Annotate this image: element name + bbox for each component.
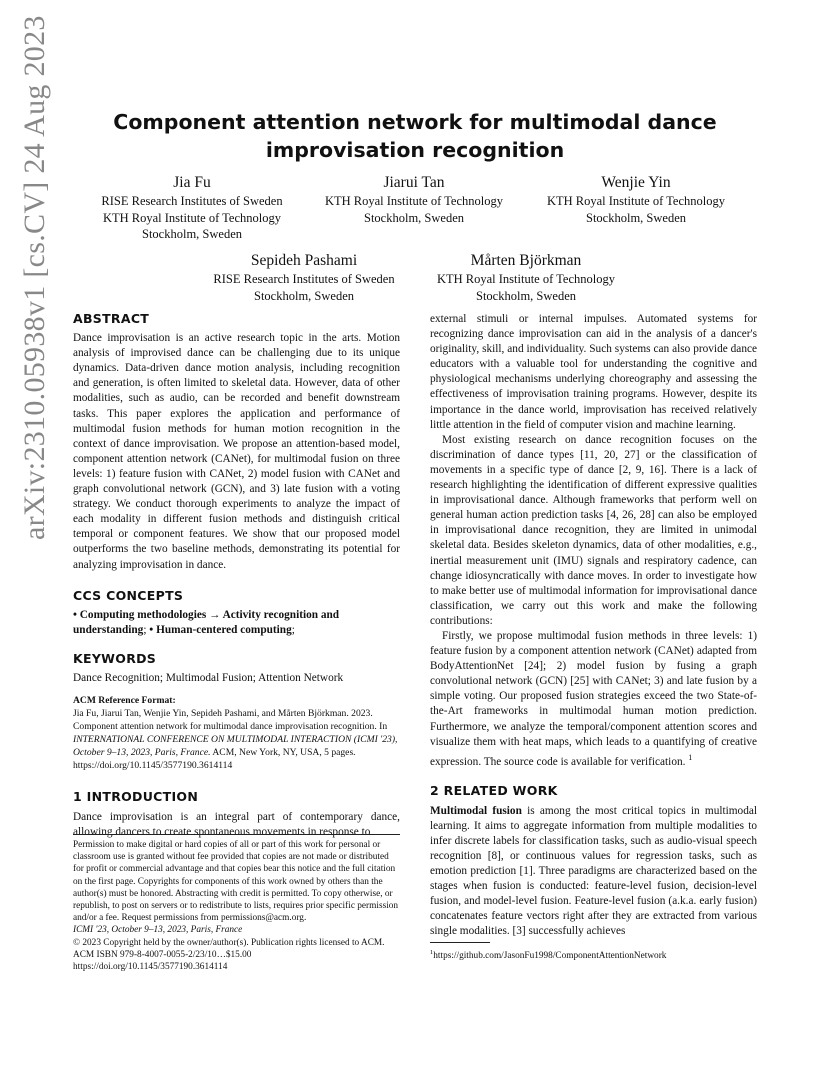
isbn: ACM ISBN 979-8-4007-0055-2/23/10…$15.00 — [73, 949, 252, 960]
author-block-4 — [198, 251, 410, 304]
paper-title — [90, 108, 740, 164]
acm-reference-doi: ACM, New York, NY, USA, 5 pages. https://doi.org/10.1145/3577190.3614114 — [73, 746, 356, 771]
footnote-url[interactable]: https://github.com/JasonFu1998/ComponentAttentionNetwork — [433, 951, 667, 962]
paragraph-text: Firstly, we propose multimodal fusion methods in three levels: 1) feature fusion by a component attention network (CANet) adapted from BodyAttentionNet [24]; 2) model fusion by fusing a graph convolutional network (GCN) [25] with CANet; 3) and late fusion by a simple voting. Our proposed fusion strategies exceed the two State-of-the-Art frameworks in multimodal human motion prediction. Furthermore, we analyze the temporal/component attention scores and visualize them with heat maps, which leads to a quantifying of creative expression. The source code is available for verification. — [430, 629, 757, 768]
title-line-2: improvisation recognition — [265, 138, 565, 162]
author-block-5 — [420, 251, 632, 304]
author-block-3 — [530, 173, 742, 226]
author-name: Jiarui Tan — [383, 174, 445, 191]
left-column — [73, 311, 400, 840]
copyright-notice: © 2023 Copyright held by the owner/author(s). Publication rights licensed to ACM. — [73, 937, 385, 948]
ccs-separator: ; — [143, 623, 150, 636]
acm-reference-venue: INTERNATIONAL CONFERENCE ON MULTIMODAL INTERACTION (ICMI '23), October 9–13, 2023, Paris, France. — [73, 733, 398, 758]
keywords-text: Dance Recognition; Multimodal Fusion; Attention Network — [73, 671, 344, 684]
introduction-heading: 1 INTRODUCTION — [73, 788, 199, 804]
author-location: Stockholm, Sweden — [142, 227, 242, 241]
related-work-heading: 2 RELATED WORK — [430, 782, 558, 798]
author-location: Stockholm, Sweden — [586, 210, 686, 225]
doi-link[interactable]: https://doi.org/10.1145/3577190.3614114 — [73, 962, 228, 973]
author-affiliation: RISE Research Institutes of Sweden — [101, 194, 283, 208]
author-block-1 — [88, 173, 296, 243]
permission-divider — [73, 834, 400, 835]
author-affiliation: KTH Royal Institute of Technology — [102, 210, 282, 225]
conference-venue: ICMI '23, October 9–13, 2023, Paris, France — [73, 925, 243, 936]
author-name: Wenjie Yin — [601, 174, 671, 191]
paragraph: external stimuli or internal impulses. Automated systems for recognizing dance improvisation can aid in the analysis of a dancer's originality, skill, and individuality. Such systems can also provide dance educators with a valuable tool for understanding the cognitive and physiological mechanisms underlying choreography and assessing the effectiveness of improvisation training programs. However, despite its importance in the dance world, improvisation has received relatively little attention in the field of computer vision and machine learning. — [430, 313, 757, 431]
ccs-item: • Computing methodologies → Activity recognition and understanding — [73, 608, 340, 636]
ccs-item: • Human-centered computing — [149, 623, 292, 636]
ccs-heading: CCS CONCEPTS — [73, 587, 184, 603]
author-location: Stockholm, Sweden — [254, 288, 354, 303]
acm-reference — [73, 695, 400, 772]
author-block-2 — [308, 173, 520, 226]
paragraph: Most existing research on dance recognition focuses on the discrimination of dance types [11, 20, 27] or the classification of movements in a specific type of dance [2, 9, 16]. There is a lack of research highlighting the identification of different expressive qualities in improvisational dance. Although frameworks that perform well on general human action prediction tasks [4, 26, 28] can also be employed in improvisational dance recognition, they are limited in unimodal skeletal data. Besides skeleton dynamics, data of other modalities, e.g., inertial measurement unit (IMU) signals and respiratory cadence, can change idiosyncratically with dance moves. In order to investigate how to make better use of multimodal information for improvisational dance classification, we carry out this work and make the following contributions: — [430, 433, 757, 627]
acm-reference-heading: ACM Reference Format: — [73, 695, 176, 707]
author-location: Stockholm, Sweden — [476, 288, 576, 303]
author-affiliation: KTH Royal Institute of Technology — [546, 194, 726, 208]
author-location: Stockholm, Sweden — [364, 210, 464, 225]
acm-reference-text: Jia Fu, Jiarui Tan, Wenjie Yin, Sepideh Pashami, and Mårten Björkman. 2023. Component attention network for multimodal dance improvisation recognition. In — [73, 707, 388, 732]
author-name: Mårten Björkman — [470, 252, 582, 269]
ccs-end: ; — [291, 623, 295, 636]
abstract-text: Dance improvisation is an active research topic in the arts. Motion analysis of improvised dance can be challenging due to its unique dynamics. Data-driven dance motion analysis, including recognition and generation, is often limited to skeletal data. However, data of other modalities, such as audio, can be recorded and benefit downstream tasks. This paper explores the application and performance of multimodal fusion methods for human motion recognition in the context of dance improvisation. We propose an attention-based model, component attention network (CANet), for multimodal fusion on three levels: 1) feature fusion with CANet, 2) model fusion with CANet and graph convolutional network (GCN), and 3) late fusion with a voting strategy. We conduct thorough experiments to analyze the impact of each modality in different fusion methods and distinguish critical temporal or component features. We show that our proposed model outperforms the two baseline methods, demonstrating its potential for analyzing improvisation in dance. — [73, 332, 400, 571]
permission-text: Permission to make digital or hard copies of all or part of this work for personal or classroom use is granted without fee provided that copies are not made or distributed for profit or commercial advantage and that copies bear this notice and the full citation on the first page. Copyrights for components of this work owned by others than the author(s) must be honored. Abstracting with credit is permitted. To copy otherwise, or republish, to post on servers or to redistribute to lists, requires prior specific permission and/or a fee. Request permissions from permissions@acm.org. — [73, 840, 399, 924]
footnote-mark: 1 — [430, 949, 434, 956]
term-bold: Multimodal fusion — [430, 804, 522, 817]
keywords-heading: KEYWORDS — [73, 650, 157, 666]
abstract-heading: ABSTRACT — [73, 311, 150, 326]
author-affiliation: RISE Research Institutes of Sweden — [213, 272, 395, 286]
arxiv-stamp: arXiv:2310.05938v1 [cs.CV] 24 Aug 2023 — [18, 15, 51, 540]
author-affiliation: KTH Royal Institute of Technology — [436, 272, 616, 286]
paragraph — [430, 804, 757, 940]
paragraph — [430, 629, 757, 770]
introduction-paragraph: Dance improvisation is an integral part of contemporary dance, allowing dancers to create spontaneous movements in response to — [73, 810, 400, 838]
right-column — [430, 312, 757, 940]
permission-block — [73, 839, 400, 973]
ccs-concepts — [73, 608, 400, 638]
author-affiliation: KTH Royal Institute of Technology — [324, 194, 504, 208]
footnote-ref: 1 — [688, 752, 693, 762]
footnote — [430, 947, 757, 962]
author-name: Sepideh Pashami — [250, 252, 358, 269]
author-name: Jia Fu — [173, 174, 211, 191]
footnote-divider — [430, 942, 490, 943]
title-line-1: Component attention network for multimodal dance — [113, 110, 717, 134]
paragraph-text: is among the most critical topics in multimodal learning. It aims to aggregate information from multiple modalities to infer discrete labels for classification tasks, such as audio-visual speech recognition [8], or continuous values for regression tasks, such as emotion prediction [1]. Three paradigms are characterized based on the stages when fusion is conducted: feature-level fusion, decision-level fusion, and model-level fusion. Feature-level fusion (a.k.a. early fusion) concatenates feature vectors right after they are extracted from various single modalities. [3] successfully achieves — [430, 804, 757, 938]
